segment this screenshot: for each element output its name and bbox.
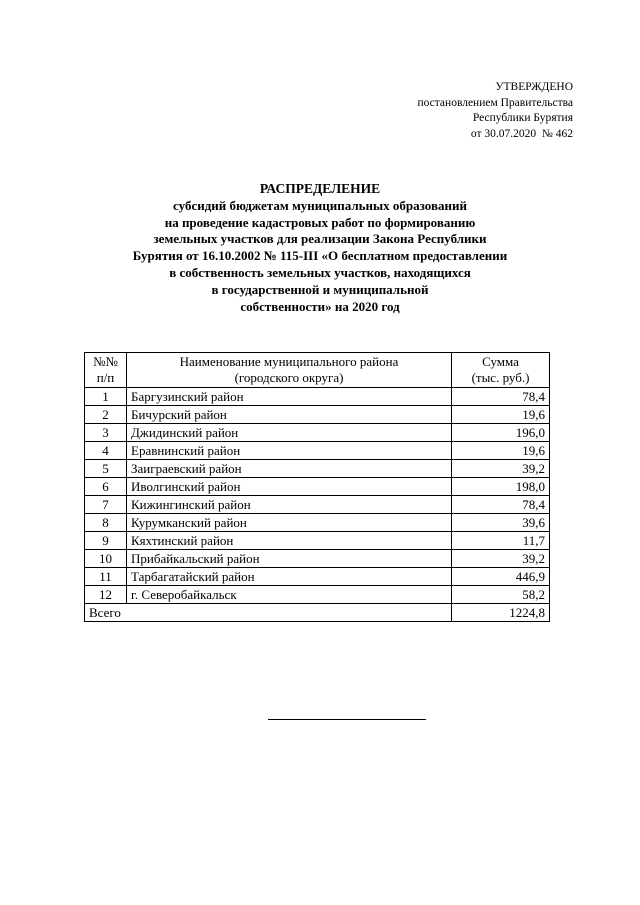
- row-sum: 19,6: [452, 406, 550, 424]
- distribution-table: [84, 352, 550, 622]
- row-number: 1: [85, 388, 127, 406]
- row-number: 8: [85, 514, 127, 532]
- table-row: [85, 496, 550, 514]
- table-row: [85, 442, 550, 460]
- row-sum: 39,6: [452, 514, 550, 532]
- title-line: на проведение кадастровых работ по формированию: [164, 214, 476, 230]
- row-sum: 39,2: [452, 550, 550, 568]
- row-sum: 39,2: [452, 460, 550, 478]
- row-sum: 19,6: [452, 442, 550, 460]
- row-name: Еравнинский район: [127, 442, 452, 460]
- header-sum-line1: Сумма: [482, 354, 519, 369]
- row-sum: 11,7: [452, 532, 550, 550]
- signature-line: [268, 719, 426, 720]
- header-sum-line2: (тыс. руб.): [471, 370, 530, 385]
- row-sum: 58,2: [452, 586, 550, 604]
- table-row: [85, 460, 550, 478]
- row-number: 2: [85, 406, 127, 424]
- row-sum: 446,9: [452, 568, 550, 586]
- header-number-line2: п/п: [96, 370, 115, 385]
- header-name-line2: (городского округа): [234, 370, 344, 385]
- total-label: Всего: [85, 604, 452, 622]
- approval-date: от 30.07.2020 № 462: [470, 127, 573, 140]
- row-number: 6: [85, 478, 127, 496]
- row-number: 12: [85, 586, 127, 604]
- table-header-row: [85, 353, 550, 388]
- row-name: Баргузинский район: [127, 388, 452, 406]
- document-heading: РАСПРЕДЕЛЕНИЕ: [259, 181, 381, 196]
- header-sum: [452, 353, 550, 388]
- table-row: [85, 568, 550, 586]
- row-number: 3: [85, 424, 127, 442]
- row-sum: 198,0: [452, 478, 550, 496]
- row-sum: 78,4: [452, 388, 550, 406]
- row-name: Заиграевский район: [127, 460, 452, 478]
- header-number: [85, 353, 127, 388]
- row-name: Курумканский район: [127, 514, 452, 532]
- row-number: 9: [85, 532, 127, 550]
- row-number: 10: [85, 550, 127, 568]
- title-line: Бурятия от 16.10.2002 № 115-III «О бесплатном предоставлении: [132, 248, 508, 264]
- row-number: 7: [85, 496, 127, 514]
- row-name: Бичурский район: [127, 406, 452, 424]
- title-line: земельных участков для реализации Закона Республики: [153, 231, 487, 247]
- table-row: [85, 406, 550, 424]
- row-name: Иволгинский район: [127, 478, 452, 496]
- row-number: 5: [85, 460, 127, 478]
- table-row: [85, 424, 550, 442]
- row-name: Джидинский район: [127, 424, 452, 442]
- title-line: собственности» на 2020 год: [240, 298, 400, 314]
- table-row: [85, 550, 550, 568]
- row-name: Прибайкальский район: [127, 550, 452, 568]
- row-name: Кижингинский район: [127, 496, 452, 514]
- table-row: [85, 586, 550, 604]
- row-sum: 78,4: [452, 496, 550, 514]
- row-name: г. Северобайкальск: [127, 586, 452, 604]
- header-name-line1: Наименование муниципального района: [179, 354, 399, 369]
- table-total-row: [85, 604, 550, 622]
- header-name: [127, 353, 452, 388]
- approval-line: Республики Бурятия: [472, 112, 573, 124]
- title-line: в собственность земельных участков, находящихся: [169, 264, 471, 280]
- approval-title: УТВЕРЖДЕНО: [495, 81, 573, 93]
- total-sum: 1224,8: [452, 604, 550, 622]
- table-row: [85, 388, 550, 406]
- approval-line: постановлением Правительства: [417, 96, 573, 109]
- row-name: Кяхтинский район: [127, 532, 452, 550]
- title-line: субсидий бюджетам муниципальных образований: [173, 197, 467, 213]
- row-number: 4: [85, 442, 127, 460]
- table-row: [85, 532, 550, 550]
- table-row: [85, 514, 550, 532]
- row-name: Тарбагатайский район: [127, 568, 452, 586]
- row-sum: 196,0: [452, 424, 550, 442]
- row-number: 11: [85, 568, 127, 586]
- approval-stamp: [417, 80, 573, 142]
- header-number-line1: №№: [93, 354, 118, 369]
- table-row: [85, 478, 550, 496]
- title-line: в государственной и муниципальной: [211, 281, 429, 297]
- document-title: [0, 181, 640, 315]
